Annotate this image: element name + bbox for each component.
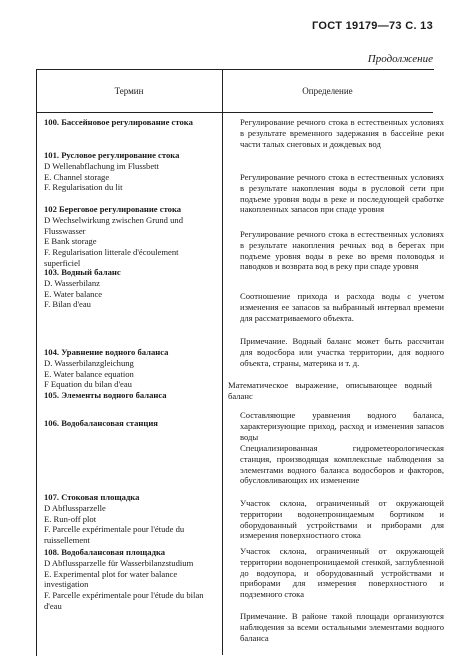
definition-105: Составляющие уравнения водного баланса, характеризующие приход, расход и изменения запасов воды: [240, 410, 444, 442]
term-103-de: D. Wasserbilanz: [44, 277, 100, 288]
definition-102: Регулирование речного стока в естественных условиях в результате накопления речных вод в берегах при подъеме уровня воды в реке во время половодья и паводков и возврата вод в реку при спаде уровня: [240, 229, 444, 272]
term-108-de: D Abflussparzelle für Wasserbilanzstudium: [44, 557, 194, 568]
definition-100: Регулирование речного стока в естественных условиях в результате временного задержания в бассейне реки части талых снеговых и дождевых вод: [240, 117, 444, 149]
term-108-fr: F. Parcelle expérimentale pour l'étude du bilan d'eau: [44, 590, 204, 611]
term-104-de: D. Wasserbilanzgleichung: [44, 357, 134, 368]
term-108: 108. Водобалансовая площадка D Abflussparzelle für Wasserbilanzstudium E. Experimental plot for water balance investigation F. Parcelle expérimentale pour l'étude du bilan d'eau: [44, 547, 214, 612]
term-104-fr: F Equation du bilan d'eau: [44, 379, 132, 390]
page-header: ГОСТ 19179—73 С. 13: [312, 20, 433, 32]
continuation-label: Продолжение: [367, 53, 433, 65]
definition-108-note: Примечание. В районе такой площади организуются наблюдения за всеми остальными элементами водного баланса: [240, 611, 444, 643]
definition-104: Математическое выражение, описывающее водный баланс: [228, 380, 432, 401]
term-108-en: E. Experimental plot for water balance investigation: [44, 568, 178, 590]
term-101-fr: F. Regularisation du lit: [44, 182, 123, 193]
term-107-fr: F. Parcelle expérimentale pour l'étude du ruissellement: [44, 524, 185, 546]
term-104-en: E. Water balance equation: [44, 368, 134, 379]
column-header-term: Термин: [36, 69, 222, 113]
definition-103: Соотношение прихода и расхода воды с учетом изменения ее запасов за выбранный интервал времени для рассматриваемого объекта.: [240, 291, 444, 323]
term-101-de: D Wellenabflachung im Flussbett: [44, 160, 159, 171]
term-102-fr: F. Regularisation litterale d'écoulement superficiel: [44, 247, 179, 268]
term-107-de: D Abflussparzelle: [44, 502, 106, 513]
term-102-en: E Bank storage: [44, 236, 97, 247]
definition-108: Участок склона, ограниченный от окружающей территории водонепроницаемой стенкой, заглубленной до водоупора, и оборудованный устройствами и приборами для измерения поверхностного и подземного стока: [240, 546, 444, 600]
term-101-en: E. Channel storage: [44, 171, 110, 182]
column-divider: [222, 69, 223, 655]
term-102: 102 Береговое регулирование стока D Wechselwirkung zwischen Grund und Flusswasser E Bank storage F. Regularisation litterale d'écoulement superficiel: [44, 204, 214, 269]
term-106: 106. Водобалансовая станция: [44, 418, 158, 428]
term-103: 103. Водный баланс D. Wasserbilanz E. Water balance F. Bilan d'eau: [44, 267, 214, 310]
column-header-definition: Определение: [222, 69, 433, 113]
term-103-en: E. Water balance: [44, 288, 103, 299]
term-101: 101. Русловое регулирование стока D Wellenabflachung im Flussbett E. Channel storage F. Regularisation du lit: [44, 150, 214, 193]
term-100: 100. Бассейновое регулирование стока: [44, 117, 193, 127]
term-103-fr: F. Bilan d'eau: [44, 299, 91, 310]
term-104: 104. Уравнение водного баланса D. Wasserbilanzgleichung E. Water balance equation F Equation du bilan d'eau: [44, 347, 214, 390]
definition-101: Регулирование речного стока в естественных условиях в результате накопления воды в русловой сети при подъеме уровня воды в реке и последующей сработке накопленных запасов при спаде уровня: [240, 172, 444, 215]
definition-107: Участок склона, ограниченный от окружающей территории водонепроницаемым бортиком и оборудованный устройствами и приборами для измерения поверхностного стока: [240, 498, 444, 541]
term-107: 107. Стоковая площадка D Abflussparzelle E. Run-off plot F. Parcelle expérimentale pour l'étude du ruissellement: [44, 492, 214, 546]
definition-106: Специализированная гидрометеорологическая станция, производящая комплексные наблюдения за элементами водного баланса водосборов и факторов, обусловливающих их изменение: [240, 443, 444, 486]
definition-103-note: Примечание. Водный баланс может быть рассчитан для водосбора или участка территории, для водного объекта, страны, материка и т. д.: [240, 336, 444, 368]
term-105: 105. Элементы водного баланса: [44, 390, 167, 400]
term-102-de: D Wechselwirkung zwischen Grund und Flusswasser: [44, 214, 184, 236]
term-107-en: E. Run-off plot: [44, 513, 97, 524]
